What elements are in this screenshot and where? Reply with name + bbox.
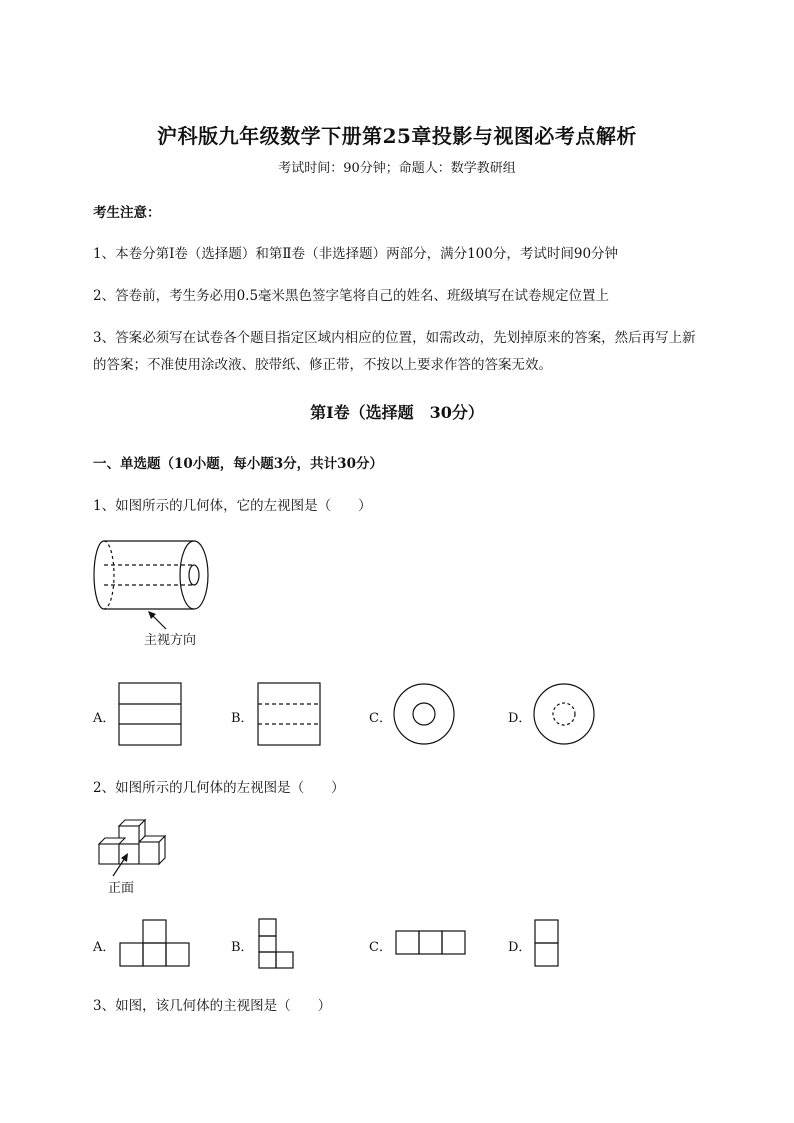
- question-1-option-d-figure: [533, 683, 595, 745]
- notice-item-3-cont: 的答案；不准使用涂改液、胶带纸、修正带，不按以上要求作答的答案无效。: [93, 357, 552, 373]
- question-1-option-c-label[interactable]: C．: [369, 711, 392, 726]
- question-2-option-d-label[interactable]: D．: [508, 940, 532, 955]
- question-3-stem: 3、如图，该几何体的主视图是（ ）: [93, 998, 332, 1014]
- notice-item-1: 1、本卷分第I卷（选择题）和第Ⅱ卷（非选择题）两部分，满分100分，考试时间90分钟: [93, 246, 619, 262]
- question-2-option-a-figure: [119, 919, 191, 969]
- question-2-stem: 2、如图所示的几何体的左视图是（ ）: [93, 780, 345, 796]
- part-heading: 一、单选题（10小题，每小题3分，共计30分）: [93, 456, 383, 472]
- question-2-option-d-figure: [534, 919, 560, 969]
- question-2-option-b-label[interactable]: B．: [231, 940, 254, 955]
- notice-item-2: 2、答卷前，考生务必用0.5毫米黑色签字笔将自己的姓名、班级填写在试卷规定位置上: [93, 288, 610, 304]
- question-1-option-c-figure: [393, 683, 455, 745]
- question-1-option-b-figure: [257, 682, 321, 746]
- notice-item-3: 3、答案必须写在试卷各个题目指定区域内相应的位置，如需改动，先划掉原来的答案，然后再写上新: [93, 330, 696, 346]
- question-1-stem: 1、如图所示的几何体，它的左视图是（ ）: [93, 498, 372, 514]
- question-2-option-c-figure: [395, 930, 467, 956]
- question-2-option-b-figure: [258, 918, 296, 970]
- question-1-figure-label: 主视方向: [144, 633, 197, 648]
- question-2-figure-label: 正面: [108, 881, 135, 896]
- page-title: 沪科版九年级数学下册第25章投影与视图必考点解析: [157, 124, 637, 148]
- question-1-option-d-label[interactable]: D．: [508, 711, 532, 726]
- section-title: 第I卷（选择题 30分）: [310, 403, 484, 422]
- question-1-option-b-label[interactable]: B．: [231, 711, 254, 726]
- exam-info: 考试时间：90分钟；命题人：数学教研组: [278, 161, 516, 176]
- notice-heading: 考生注意：: [93, 205, 161, 221]
- question-1-option-a-label[interactable]: A．: [93, 711, 116, 726]
- question-2-option-a-label[interactable]: A．: [93, 940, 116, 955]
- question-2-option-c-label[interactable]: C．: [369, 940, 392, 955]
- question-1-option-a-figure: [118, 682, 182, 746]
- question-2-figure-cube-stack: [95, 818, 175, 890]
